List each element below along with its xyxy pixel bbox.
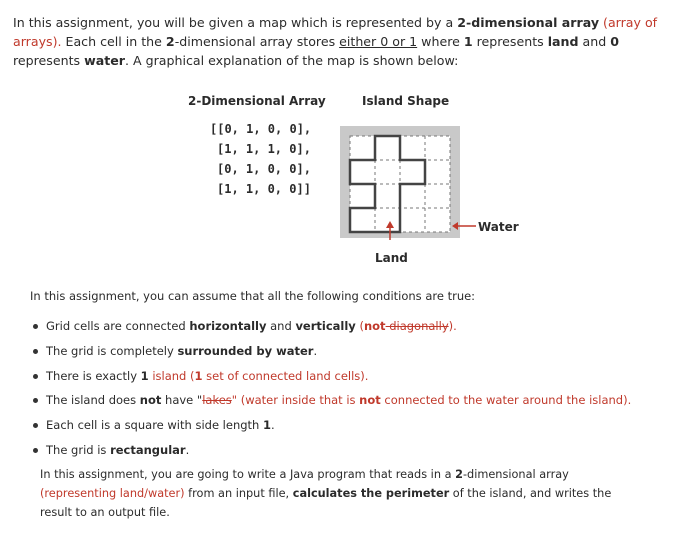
intro-line-1: In this assignment, you will be given a map which is represented by a 2-dimensional array (array of — [13, 15, 658, 30]
conditions-intro: In this assignment, you can assume that all the following conditions are true: — [30, 289, 476, 303]
closing-line-1: In this assignment, you are going to write a Java program that reads in a 2-dimensional array — [40, 468, 569, 481]
condition-3: There is exactly 1 island (1 set of connected land cells). — [46, 369, 369, 383]
condition-5: Each cell is a square with side length 1. — [46, 418, 275, 432]
condition-4: The island does not have "lakes" (water inside that is not connected to the water around the island). — [46, 393, 632, 407]
intro-line-3: represents water. A graphical explanation of the map is shown below: — [13, 53, 459, 68]
bullet-dot — [33, 349, 38, 354]
bullet-dot — [33, 448, 38, 453]
shape-header: Island Shape — [362, 94, 450, 108]
array-header: 2-Dimensional Array — [188, 94, 326, 108]
bullet-dot — [33, 398, 38, 403]
intro-line-2: arrays). Each cell in the 2-dimensional array stores either 0 or 1 where 1 represents land and 0 — [13, 34, 619, 49]
bullet-dot — [33, 423, 38, 428]
island-shape-diagram — [330, 118, 520, 268]
condition-2: The grid is completely surrounded by water. — [46, 344, 318, 358]
closing-line-3: result to an output file. — [40, 506, 170, 519]
bullet-dot — [33, 374, 38, 379]
condition-1: Grid cells are connected horizontally and vertically (not diagonally). — [46, 319, 457, 333]
closing-line-2: (representing land/water) from an input file, calculates the perimeter of the island, and writes the — [40, 487, 612, 500]
array-line-1: [[0, 1, 0, 0], — [210, 122, 312, 136]
land-label: Land — [375, 251, 408, 265]
array-line-4: [1, 1, 0, 0]] — [217, 182, 311, 196]
bullet-dot — [33, 324, 38, 329]
array-line-3: [0, 1, 0, 0], — [217, 162, 311, 176]
water-label: Water — [478, 220, 519, 234]
condition-6: The grid is rectangular. — [46, 443, 190, 457]
array-line-2: [1, 1, 1, 0], — [217, 142, 311, 156]
